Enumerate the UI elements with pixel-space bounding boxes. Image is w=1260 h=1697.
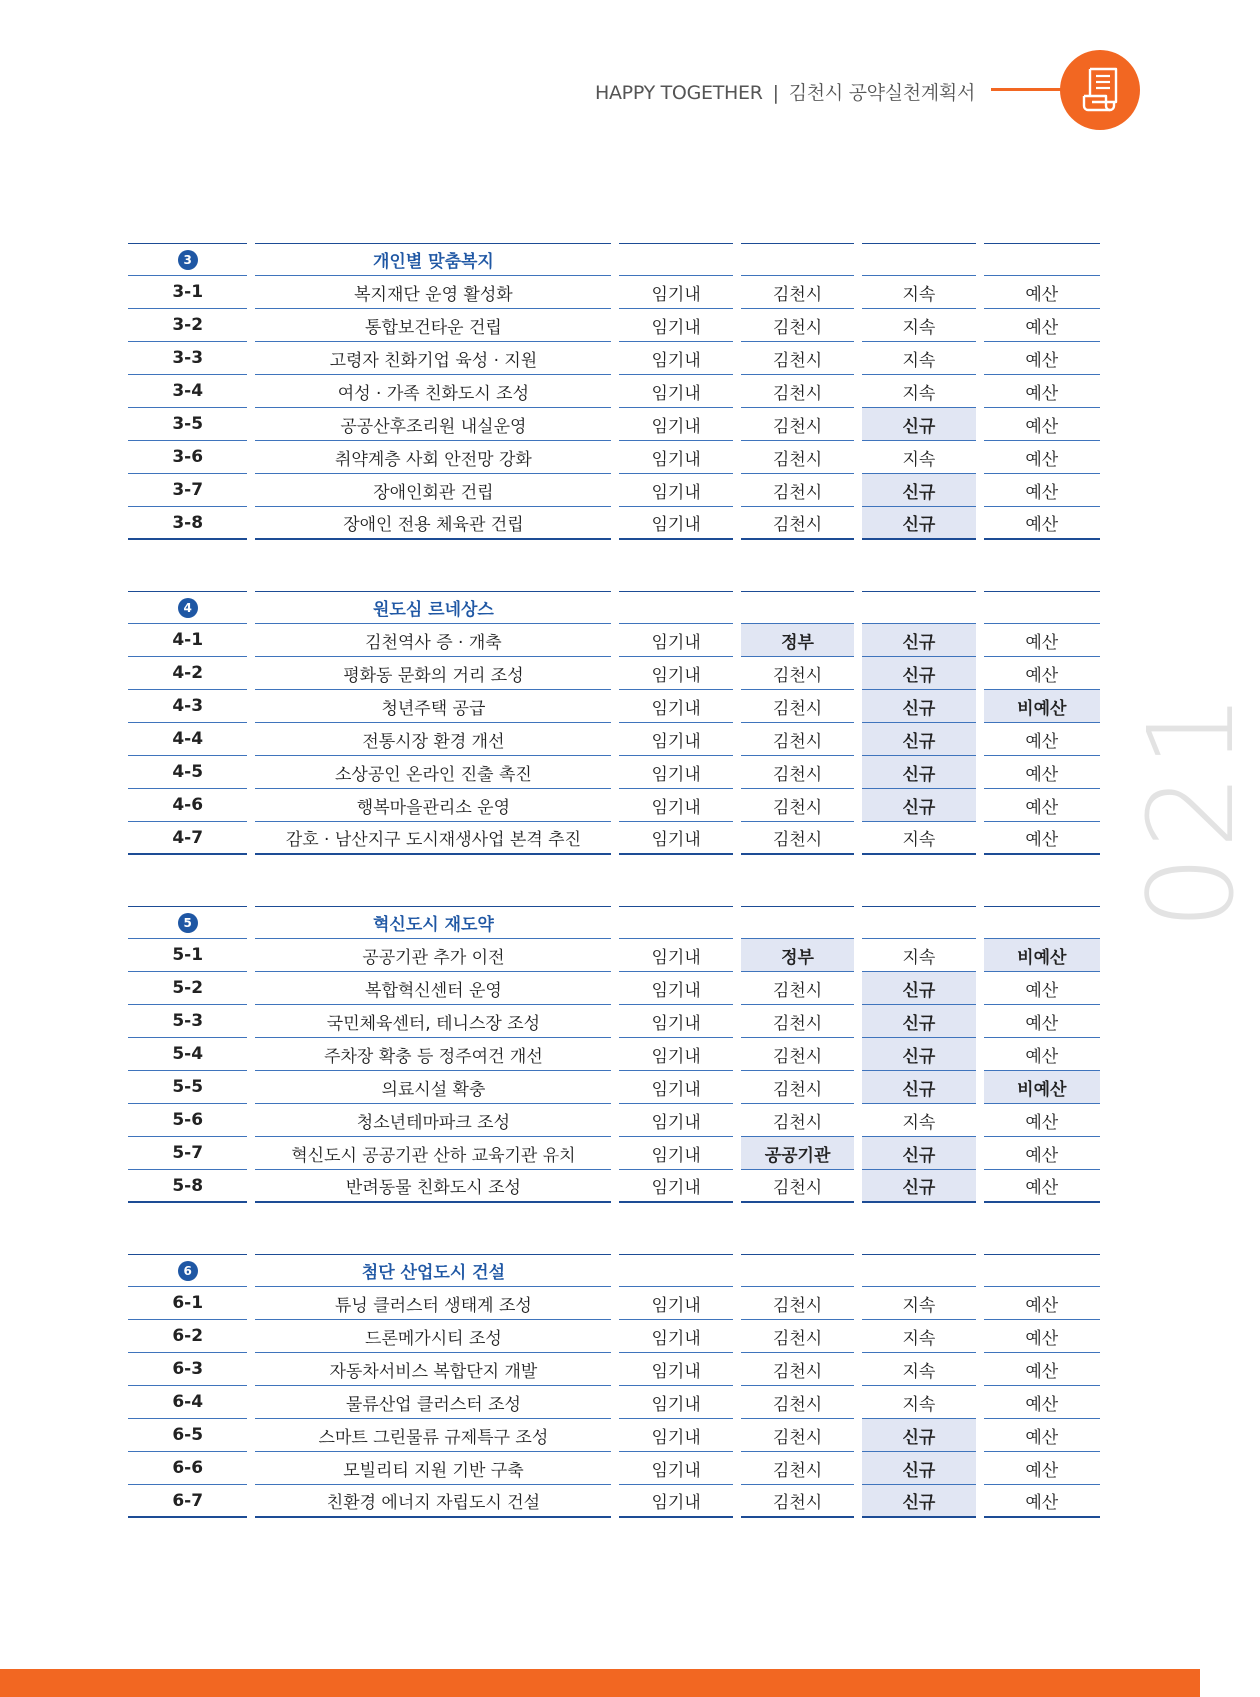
row-agency: 김천시 [741, 972, 854, 1005]
row-title: 물류산업 클러스터 조성 [255, 1386, 611, 1419]
table-row [128, 972, 1100, 1005]
row-id: 3-4 [128, 375, 247, 408]
row-budget: 예산 [984, 309, 1100, 342]
blank-header-cell [619, 243, 732, 276]
section-title: 혁신도시 재도약 [372, 915, 494, 935]
row-budget: 예산 [984, 1137, 1100, 1170]
row-id: 3-2 [128, 309, 247, 342]
row-title: 공공산후조리원 내실운영 [255, 408, 611, 441]
row-agency: 김천시 [741, 309, 854, 342]
row-budget: 예산 [984, 822, 1100, 855]
row-term: 임기내 [619, 1320, 732, 1353]
row-budget: 예산 [984, 1386, 1100, 1419]
row-id: 4-6 [128, 789, 247, 822]
row-status: 지속 [862, 1104, 975, 1137]
row-id: 6-1 [128, 1287, 247, 1320]
row-title: 고령자 친화기업 육성 · 지원 [255, 342, 611, 375]
section-header [128, 1254, 1100, 1287]
row-term: 임기내 [619, 657, 732, 690]
table-row [128, 822, 1100, 855]
row-agency: 김천시 [741, 723, 854, 756]
table-row [128, 1137, 1100, 1170]
row-term: 임기내 [619, 342, 732, 375]
header-rule [991, 88, 1061, 91]
row-status: 신규 [862, 723, 975, 756]
row-status: 신규 [862, 1137, 975, 1170]
row-status: 지속 [862, 375, 975, 408]
section-number-cell [128, 591, 247, 624]
row-agency: 김천시 [741, 1452, 854, 1485]
row-id: 5-1 [128, 939, 247, 972]
section-number-badge: 4 [178, 598, 198, 618]
row-id: 5-4 [128, 1038, 247, 1071]
row-term: 임기내 [619, 1005, 732, 1038]
row-title: 소상공인 온라인 진출 촉진 [255, 756, 611, 789]
document-scroll-icon [1060, 50, 1140, 130]
row-agency: 김천시 [741, 657, 854, 690]
blank-header-cell [619, 906, 732, 939]
blank-header-cell [984, 1254, 1100, 1287]
row-term: 임기내 [619, 939, 732, 972]
document-title: 김천시 공약실천계획서 [788, 82, 975, 104]
row-id: 5-5 [128, 1071, 247, 1104]
row-id: 3-8 [128, 507, 247, 540]
row-term: 임기내 [619, 1071, 732, 1104]
row-id: 5-6 [128, 1104, 247, 1137]
table-row [128, 789, 1100, 822]
row-budget: 예산 [984, 723, 1100, 756]
table-row [128, 1287, 1100, 1320]
row-id: 4-4 [128, 723, 247, 756]
row-status: 지속 [862, 441, 975, 474]
row-status: 신규 [862, 624, 975, 657]
row-term: 임기내 [619, 1104, 732, 1137]
row-status: 신규 [862, 657, 975, 690]
row-status: 신규 [862, 1005, 975, 1038]
blank-header-cell [984, 906, 1100, 939]
section-title-cell [255, 906, 611, 939]
row-term: 임기내 [619, 822, 732, 855]
row-status: 신규 [862, 1038, 975, 1071]
row-status: 신규 [862, 474, 975, 507]
table-row [128, 723, 1100, 756]
row-title: 혁신도시 공공기관 산하 교육기관 유치 [255, 1137, 611, 1170]
row-agency: 김천시 [741, 1287, 854, 1320]
section-header [128, 591, 1100, 624]
row-agency: 김천시 [741, 1419, 854, 1452]
blank-header-cell [741, 243, 854, 276]
row-title: 친환경 에너지 자립도시 건설 [255, 1485, 611, 1518]
row-title: 튜닝 클러스터 생태계 조성 [255, 1287, 611, 1320]
section-title-cell [255, 243, 611, 276]
row-budget: 예산 [984, 1038, 1100, 1071]
row-agency: 김천시 [741, 1386, 854, 1419]
row-budget: 예산 [984, 1005, 1100, 1038]
row-budget: 비예산 [984, 1071, 1100, 1104]
row-term: 임기내 [619, 408, 732, 441]
blank-header-cell [984, 591, 1100, 624]
row-id: 5-7 [128, 1137, 247, 1170]
section-number-cell [128, 243, 247, 276]
row-agency: 김천시 [741, 1104, 854, 1137]
row-agency: 김천시 [741, 474, 854, 507]
row-id: 3-5 [128, 408, 247, 441]
section-title-cell [255, 591, 611, 624]
blank-header-cell [741, 1254, 854, 1287]
row-agency: 김천시 [741, 1170, 854, 1203]
section-number-badge: 3 [178, 250, 198, 270]
row-title: 청소년테마파크 조성 [255, 1104, 611, 1137]
row-agency: 김천시 [741, 1320, 854, 1353]
table-row [128, 342, 1100, 375]
section-title: 개인별 맞춤복지 [372, 252, 494, 272]
row-budget: 예산 [984, 1287, 1100, 1320]
row-term: 임기내 [619, 690, 732, 723]
section-title-cell [255, 1254, 611, 1287]
page-header [595, 78, 975, 105]
table-row [128, 1071, 1100, 1104]
row-budget: 예산 [984, 408, 1100, 441]
blank-header-cell [862, 243, 975, 276]
row-agency: 김천시 [741, 408, 854, 441]
row-status: 지속 [862, 1386, 975, 1419]
row-title: 스마트 그린물류 규제특구 조성 [255, 1419, 611, 1452]
row-id: 6-7 [128, 1485, 247, 1518]
row-term: 임기내 [619, 1452, 732, 1485]
row-id: 4-7 [128, 822, 247, 855]
footer-bar [0, 1669, 1200, 1697]
row-title: 장애인회관 건립 [255, 474, 611, 507]
row-status: 지속 [862, 309, 975, 342]
row-agency: 김천시 [741, 441, 854, 474]
row-status: 신규 [862, 1071, 975, 1104]
row-agency: 김천시 [741, 789, 854, 822]
row-agency: 공공기관 [741, 1137, 854, 1170]
row-agency: 김천시 [741, 507, 854, 540]
row-id: 5-2 [128, 972, 247, 1005]
table-row [128, 507, 1100, 540]
row-title: 공공기관 추가 이전 [255, 939, 611, 972]
table-row [128, 657, 1100, 690]
row-title: 통합보건타운 건립 [255, 309, 611, 342]
row-agency: 김천시 [741, 342, 854, 375]
blank-header-cell [862, 1254, 975, 1287]
table-row [128, 690, 1100, 723]
row-title: 청년주택 공급 [255, 690, 611, 723]
row-status: 지속 [862, 939, 975, 972]
row-id: 4-2 [128, 657, 247, 690]
row-budget: 비예산 [984, 939, 1100, 972]
row-id: 5-8 [128, 1170, 247, 1203]
section-6 [128, 1254, 1100, 1518]
row-budget: 예산 [984, 342, 1100, 375]
row-id: 4-5 [128, 756, 247, 789]
row-term: 임기내 [619, 1485, 732, 1518]
row-title: 국민체육센터, 테니스장 조성 [255, 1005, 611, 1038]
row-title: 반려동물 친화도시 조성 [255, 1170, 611, 1203]
row-budget: 예산 [984, 1353, 1100, 1386]
row-budget: 예산 [984, 441, 1100, 474]
row-term: 임기내 [619, 309, 732, 342]
table-row [128, 1485, 1100, 1518]
row-title: 복합혁신센터 운영 [255, 972, 611, 1005]
section-number-cell [128, 1254, 247, 1287]
row-title: 주차장 확충 등 정주여건 개선 [255, 1038, 611, 1071]
row-title: 자동차서비스 복합단지 개발 [255, 1353, 611, 1386]
blank-header-cell [741, 906, 854, 939]
section-title: 첨단 산업도시 건설 [361, 1263, 506, 1283]
table-row [128, 375, 1100, 408]
row-status: 신규 [862, 1419, 975, 1452]
row-term: 임기내 [619, 507, 732, 540]
section-header [128, 243, 1100, 276]
row-status: 지속 [862, 1287, 975, 1320]
row-agency: 김천시 [741, 375, 854, 408]
row-budget: 예산 [984, 789, 1100, 822]
row-status: 신규 [862, 1170, 975, 1203]
table-row [128, 1320, 1100, 1353]
table-row [128, 1386, 1100, 1419]
table-row [128, 1452, 1100, 1485]
row-id: 3-1 [128, 276, 247, 309]
row-title: 평화동 문화의 거리 조성 [255, 657, 611, 690]
row-title: 복지재단 운영 활성화 [255, 276, 611, 309]
row-budget: 예산 [984, 756, 1100, 789]
table-row [128, 1005, 1100, 1038]
table-row [128, 756, 1100, 789]
table-row [128, 441, 1100, 474]
row-title: 김천역사 증 · 개축 [255, 624, 611, 657]
row-id: 6-4 [128, 1386, 247, 1419]
row-status: 신규 [862, 789, 975, 822]
row-agency: 김천시 [741, 276, 854, 309]
row-status: 지속 [862, 1353, 975, 1386]
row-title: 모빌리티 지원 기반 구축 [255, 1452, 611, 1485]
row-term: 임기내 [619, 723, 732, 756]
row-title: 여성 · 가족 친화도시 조성 [255, 375, 611, 408]
section-number-cell [128, 906, 247, 939]
row-agency: 김천시 [741, 756, 854, 789]
row-agency: 정부 [741, 939, 854, 972]
row-term: 임기내 [619, 789, 732, 822]
row-term: 임기내 [619, 375, 732, 408]
row-agency: 김천시 [741, 690, 854, 723]
row-budget: 예산 [984, 624, 1100, 657]
table-row [128, 624, 1100, 657]
row-id: 6-5 [128, 1419, 247, 1452]
row-term: 임기내 [619, 1353, 732, 1386]
row-budget: 예산 [984, 375, 1100, 408]
row-budget: 예산 [984, 276, 1100, 309]
table-row [128, 939, 1100, 972]
row-status: 신규 [862, 408, 975, 441]
table-row [128, 1104, 1100, 1137]
row-title: 의료시설 확충 [255, 1071, 611, 1104]
row-budget: 예산 [984, 1320, 1100, 1353]
row-budget: 예산 [984, 1485, 1100, 1518]
section-5 [128, 906, 1100, 1203]
blank-header-cell [984, 243, 1100, 276]
section-title: 원도심 르네상스 [372, 600, 494, 620]
row-id: 3-3 [128, 342, 247, 375]
row-status: 지속 [862, 822, 975, 855]
row-status: 지속 [862, 342, 975, 375]
row-agency: 정부 [741, 624, 854, 657]
row-term: 임기내 [619, 276, 732, 309]
row-id: 6-3 [128, 1353, 247, 1386]
row-status: 신규 [862, 756, 975, 789]
blank-header-cell [862, 591, 975, 624]
row-status: 신규 [862, 690, 975, 723]
section-number-badge: 6 [178, 1261, 198, 1281]
row-term: 임기내 [619, 1287, 732, 1320]
row-budget: 예산 [984, 657, 1100, 690]
row-title: 전통시장 환경 개선 [255, 723, 611, 756]
row-agency: 김천시 [741, 1038, 854, 1071]
row-id: 6-6 [128, 1452, 247, 1485]
row-agency: 김천시 [741, 1005, 854, 1038]
page-number: 021 [1122, 686, 1260, 930]
row-id: 5-3 [128, 1005, 247, 1038]
row-term: 임기내 [619, 474, 732, 507]
row-status: 신규 [862, 507, 975, 540]
row-status: 지속 [862, 276, 975, 309]
row-budget: 예산 [984, 1419, 1100, 1452]
section-header [128, 906, 1100, 939]
row-budget: 예산 [984, 1170, 1100, 1203]
blank-header-cell [619, 591, 732, 624]
row-budget: 예산 [984, 1452, 1100, 1485]
table-row [128, 1170, 1100, 1203]
row-term: 임기내 [619, 756, 732, 789]
row-term: 임기내 [619, 1038, 732, 1071]
row-budget: 예산 [984, 972, 1100, 1005]
policy-tables [128, 243, 1100, 1569]
blank-header-cell [619, 1254, 732, 1287]
row-term: 임기내 [619, 972, 732, 1005]
row-id: 3-7 [128, 474, 247, 507]
blank-header-cell [862, 906, 975, 939]
row-term: 임기내 [619, 441, 732, 474]
row-title: 드론메가시티 조성 [255, 1320, 611, 1353]
section-4 [128, 591, 1100, 855]
row-agency: 김천시 [741, 822, 854, 855]
row-term: 임기내 [619, 624, 732, 657]
row-agency: 김천시 [741, 1353, 854, 1386]
row-id: 6-2 [128, 1320, 247, 1353]
row-budget: 예산 [984, 507, 1100, 540]
brand-text: HAPPY TOGETHER [594, 82, 763, 104]
table-row [128, 1353, 1100, 1386]
row-title: 취약계층 사회 안전망 강화 [255, 441, 611, 474]
row-status: 신규 [862, 1452, 975, 1485]
table-row [128, 1038, 1100, 1071]
row-status: 지속 [862, 1320, 975, 1353]
row-status: 신규 [862, 972, 975, 1005]
section-3 [128, 243, 1100, 540]
row-budget: 비예산 [984, 690, 1100, 723]
table-row [128, 276, 1100, 309]
row-term: 임기내 [619, 1170, 732, 1203]
table-row [128, 1419, 1100, 1452]
row-term: 임기내 [619, 1386, 732, 1419]
row-title: 장애인 전용 체육관 건립 [255, 507, 611, 540]
row-agency: 김천시 [741, 1485, 854, 1518]
row-id: 3-6 [128, 441, 247, 474]
row-budget: 예산 [984, 474, 1100, 507]
table-row [128, 408, 1100, 441]
row-id: 4-1 [128, 624, 247, 657]
row-title: 감호 · 남산지구 도시재생사업 본격 추진 [255, 822, 611, 855]
blank-header-cell [741, 591, 854, 624]
row-status: 신규 [862, 1485, 975, 1518]
table-row [128, 309, 1100, 342]
row-budget: 예산 [984, 1104, 1100, 1137]
row-term: 임기내 [619, 1419, 732, 1452]
row-agency: 김천시 [741, 1071, 854, 1104]
row-id: 4-3 [128, 690, 247, 723]
row-title: 행복마을관리소 운영 [255, 789, 611, 822]
table-row [128, 474, 1100, 507]
section-number-badge: 5 [178, 913, 198, 933]
header-separator: | [772, 82, 779, 104]
row-term: 임기내 [619, 1137, 732, 1170]
